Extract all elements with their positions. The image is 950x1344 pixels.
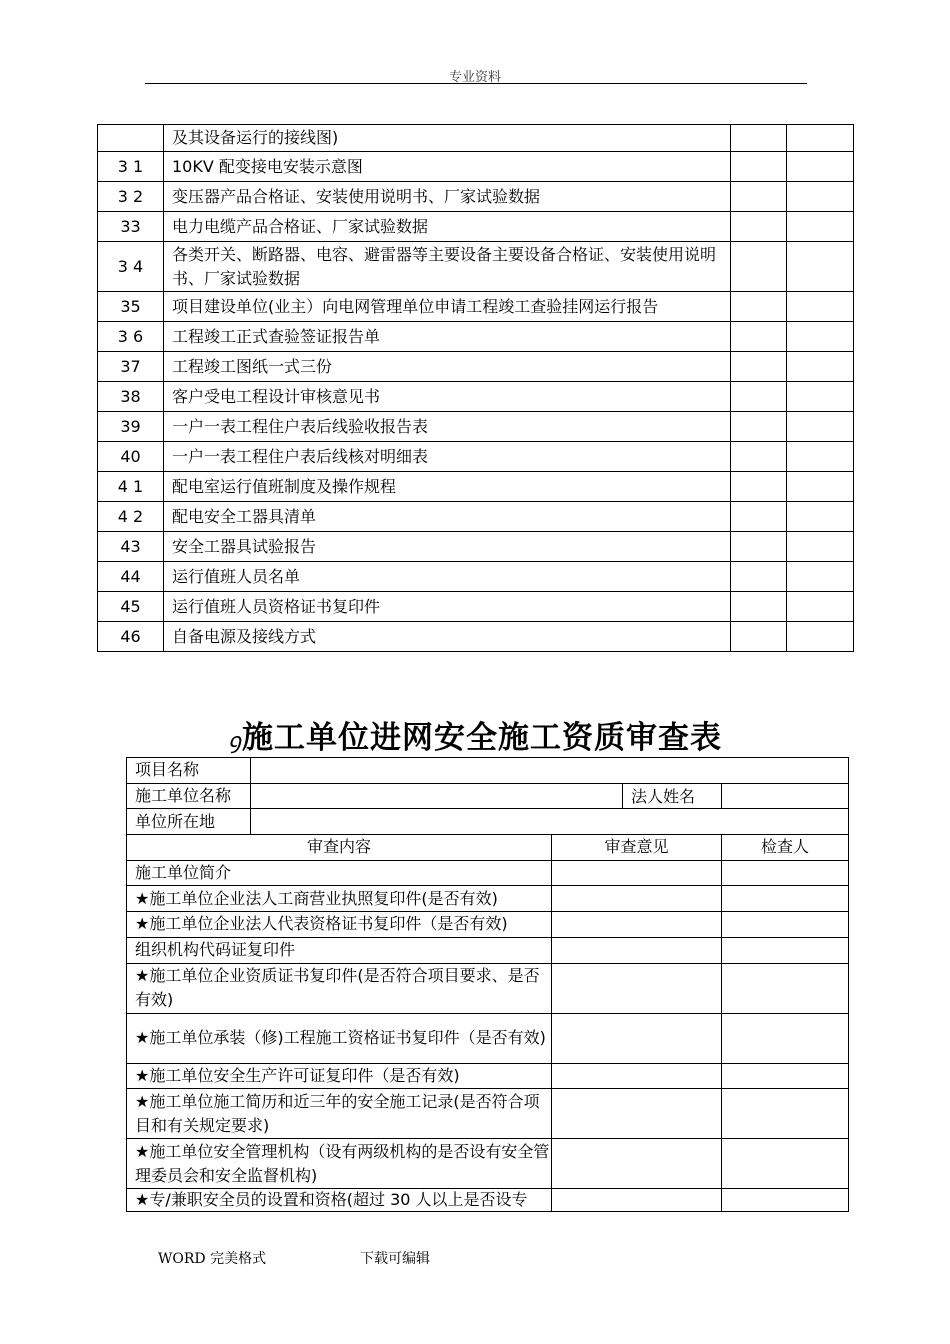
opinion-cell (552, 1063, 722, 1089)
row-blank-cell (731, 352, 787, 382)
row-blank-cell (787, 562, 854, 592)
row-number: 37 (98, 352, 164, 382)
table-row (98, 472, 854, 502)
table-row (127, 912, 849, 938)
header-row (127, 835, 849, 861)
row-blank-cell (731, 212, 787, 242)
footer-left: WORD 完美格式 (158, 1251, 267, 1267)
table-row (127, 886, 849, 912)
row-blank-cell (787, 212, 854, 242)
row-blank-cell (731, 242, 787, 292)
row-blank-cell (731, 622, 787, 652)
legal-person-label: 法人姓名 (622, 784, 695, 809)
footer-right: 下载可编辑 (360, 1251, 430, 1267)
row-blank-cell (731, 125, 787, 152)
title-mark: ꝯ (228, 729, 242, 754)
table-row (127, 860, 849, 886)
row-item: 运行值班人员名单 (164, 562, 731, 592)
col-header-inspector: 检查人 (722, 835, 849, 861)
review-item: ★施工单位施工简历和近三年的安全施工记录(是否符合项目和有关规定要求) (127, 1089, 552, 1139)
row-blank-cell (731, 412, 787, 442)
header-divider (145, 83, 807, 84)
row-number: 44 (98, 562, 164, 592)
row-number: 4 1 (98, 472, 164, 502)
row-blank-cell (731, 502, 787, 532)
document-checklist-table (97, 124, 854, 652)
opinion-cell (552, 1139, 722, 1189)
row-blank-cell (787, 125, 854, 152)
contractor-value (251, 783, 722, 809)
row-item: 安全工器具试验报告 (164, 532, 731, 562)
row-number: 33 (98, 212, 164, 242)
row-blank-cell (731, 532, 787, 562)
table-row (127, 1013, 849, 1063)
inspector-cell (722, 1063, 849, 1089)
inspector-cell (722, 886, 849, 912)
table-row (127, 1139, 849, 1189)
row-blank-cell (787, 322, 854, 352)
inspector-cell (722, 912, 849, 938)
row-blank-cell (787, 442, 854, 472)
table-row (127, 937, 849, 963)
table-row (98, 562, 854, 592)
table-row (98, 382, 854, 412)
inspector-cell (722, 1139, 849, 1189)
row-blank-cell (731, 382, 787, 412)
opinion-cell (552, 1013, 722, 1063)
legal-person-value (722, 783, 849, 809)
row-number: 4 2 (98, 502, 164, 532)
review-item: ★施工单位安全生产许可证复印件（是否有效) (127, 1063, 552, 1089)
opinion-cell (552, 886, 722, 912)
row-number: 3 1 (98, 152, 164, 182)
row-blank-cell (731, 152, 787, 182)
section-title-text: 施工单位进网安全施工资质审查表 (241, 720, 722, 756)
row-item: 一户一表工程住户表后线验收报告表 (164, 412, 731, 442)
review-item: ★施工单位企业法人工商营业执照复印件(是否有效) (127, 886, 552, 912)
row-item: 各类开关、断路器、电容、避雷器等主要设备主要设备合格证、安装使用说明书、厂家试验数据 (164, 242, 731, 292)
table-row (98, 622, 854, 652)
row-blank-cell (731, 472, 787, 502)
row-item: 变压器产品合格证、安装使用说明书、厂家试验数据 (164, 182, 731, 212)
row-number: 35 (98, 292, 164, 322)
page-header: 专业资料 (448, 70, 501, 85)
inspector-cell (722, 937, 849, 963)
location-value (251, 809, 849, 835)
table-row (127, 1189, 849, 1212)
row-item: 一户一表工程住户表后线核对明细表 (164, 442, 731, 472)
contractor-label: 施工单位名称 (127, 783, 251, 809)
row-blank-cell (731, 592, 787, 622)
table-row (98, 502, 854, 532)
row-number: 3 4 (98, 242, 164, 292)
row-item: 配电安全工器具清单 (164, 502, 731, 532)
row-blank-cell (787, 502, 854, 532)
opinion-cell (552, 963, 722, 1013)
inspector-cell (722, 1189, 849, 1212)
inspector-cell (722, 963, 849, 1013)
row-number: 39 (98, 412, 164, 442)
row-blank-cell (731, 292, 787, 322)
col-header-opinion: 审查意见 (552, 835, 722, 861)
row-item: 客户受电工程设计审核意见书 (164, 382, 731, 412)
location-label: 单位所在地 (127, 809, 251, 835)
row-blank-cell (731, 182, 787, 212)
row-blank-cell (731, 442, 787, 472)
row-number (98, 125, 164, 152)
row-blank-cell (787, 242, 854, 292)
row-item: 配电室运行值班制度及操作规程 (164, 472, 731, 502)
location-row (127, 809, 849, 835)
row-blank-cell (787, 622, 854, 652)
row-blank-cell (787, 592, 854, 622)
row-number: 43 (98, 532, 164, 562)
qualification-review-table (126, 757, 849, 1212)
review-item: ★施工单位企业法人代表资格证书复印件（是否有效) (127, 912, 552, 938)
opinion-cell (552, 1189, 722, 1212)
row-item: 运行值班人员资格证书复印件 (164, 592, 731, 622)
table-row (98, 412, 854, 442)
row-blank-cell (787, 352, 854, 382)
review-item: ★施工单位安全管理机构（设有两级机构的是否设有安全管理委员会和安全监督机构) (127, 1139, 552, 1189)
row-item: 及其设备运行的接线图) (164, 125, 731, 152)
row-number: 46 (98, 622, 164, 652)
row-item: 工程竣工正式查验签证报告单 (164, 322, 731, 352)
inspector-cell (722, 1089, 849, 1139)
project-name-value (251, 758, 849, 784)
row-item: 电力电缆产品合格证、厂家试验数据 (164, 212, 731, 242)
row-number: 3 2 (98, 182, 164, 212)
row-blank-cell (787, 152, 854, 182)
review-item: 施工单位简介 (127, 860, 552, 886)
row-number: 40 (98, 442, 164, 472)
table-row (98, 322, 854, 352)
table-row (98, 242, 854, 292)
contractor-row (127, 783, 849, 809)
row-item: 工程竣工图纸一式三份 (164, 352, 731, 382)
row-blank-cell (787, 382, 854, 412)
col-header-content: 审查内容 (127, 835, 552, 861)
table-row (98, 592, 854, 622)
review-item: ★专/兼职安全员的设置和资格(超过 30 人以上是否设专 (127, 1189, 552, 1212)
project-name-row (127, 758, 849, 784)
table-row (127, 1089, 849, 1139)
row-item: 10KV 配变接电安装示意图 (164, 152, 731, 182)
review-item: ★施工单位承装（修)工程施工资格证书复印件（是否有效) (127, 1013, 552, 1063)
row-blank-cell (731, 322, 787, 352)
row-blank-cell (787, 472, 854, 502)
table-row (127, 1063, 849, 1089)
table-row (127, 963, 849, 1013)
table-row (98, 292, 854, 322)
table-row (98, 182, 854, 212)
review-item: 组织机构代码证复印件 (127, 937, 552, 963)
row-number: 38 (98, 382, 164, 412)
project-name-label: 项目名称 (127, 758, 251, 784)
inspector-cell (722, 1013, 849, 1063)
row-number: 3 6 (98, 322, 164, 352)
table-row (98, 152, 854, 182)
section-title (0, 712, 950, 757)
row-blank-cell (787, 292, 854, 322)
row-item: 自备电源及接线方式 (164, 622, 731, 652)
row-number: 45 (98, 592, 164, 622)
table-row (98, 442, 854, 472)
opinion-cell (552, 1089, 722, 1139)
table-row (98, 352, 854, 382)
row-blank-cell (787, 532, 854, 562)
row-blank-cell (787, 412, 854, 442)
opinion-cell (552, 860, 722, 886)
table-row (98, 212, 854, 242)
inspector-cell (722, 860, 849, 886)
review-item: ★施工单位企业资质证书复印件(是否符合项目要求、是否有效) (127, 963, 552, 1013)
row-blank-cell (787, 182, 854, 212)
opinion-cell (552, 912, 722, 938)
table-row (98, 125, 854, 152)
row-item: 项目建设单位(业主）向电网管理单位申请工程竣工查验挂网运行报告 (164, 292, 731, 322)
table-row (98, 532, 854, 562)
opinion-cell (552, 937, 722, 963)
row-blank-cell (731, 562, 787, 592)
